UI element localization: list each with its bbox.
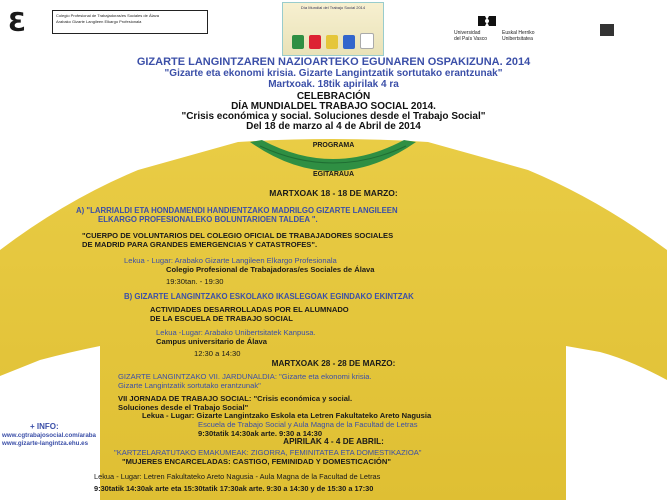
header-title-eu: GIZARTE LANGINTZAREN NAZIOARTEKO EGUNAREN OSPAKIZUNA. 2014 xyxy=(136,56,531,68)
activity-b-title: B) GIZARTE LANGINTZAKO ESKOLAKO IKASLEGOAK EGINDAKO EKINTZAK xyxy=(124,292,414,301)
ehu-text-line2: Unibertsitatea xyxy=(502,36,533,42)
activity-d-place: Lekua - Lugar: Letren Fakultateko Areto Nagusia - Aula Magna de la Facultad de Letras xyxy=(94,472,381,481)
activity-c-es-line2: Soluciones desde el Trabajo Social" xyxy=(118,403,249,412)
activity-c-eu-line2: Gizarte Langintzatik sortutako erantzunak" xyxy=(118,381,261,390)
activity-a-title-line2: ELKARGO PROFESIONALEKO BOLUNTARIOEN TALDEA ". xyxy=(98,215,318,224)
activity-a-es-line1: "CUERPO DE VOLUNTARIOS DEL COLEGIO OFICIAL DE TRABAJADORES SOCIALES xyxy=(82,231,394,240)
date-heading-28-march: MARTXOAK 28 - 28 DE MARZO: xyxy=(271,359,396,368)
activity-a-place-eu: Lekua - Lugar: Arabako Gizarte Langileen Elkargo Profesionala xyxy=(124,256,337,265)
activity-c-place-eu: Lekua - Lugar: Gizarte Langintzako Eskola eta Letren Fakultateko Areto Nagusia xyxy=(142,411,432,420)
activity-b-es-line2: DE LA ESCUELA DE TRABAJO SOCIAL xyxy=(150,314,293,323)
activity-c-place-es: Escuela de Trabajo Social y Aula Magna de la Facultad de Letras xyxy=(198,420,418,429)
programa-label: PROGRAMA xyxy=(312,142,355,149)
activity-c-es-line1: VII JORNADA DE TRABAJO SOCIAL: "Crisis económica y social. xyxy=(118,394,353,403)
upv-text-line1: Universidad xyxy=(454,30,481,36)
activity-b-time: 12:30 a 14:30 xyxy=(194,349,241,358)
info-url-cgtrabajosocial[interactable]: www.cgtrabajosocial.com/araba xyxy=(2,432,96,439)
activity-a-time: 19:30tan. - 19:30 xyxy=(166,277,224,286)
poster-thumbnail-title: Día Mundial del Trabajo Social 2014 xyxy=(300,5,366,10)
activity-a-place-es: Colegio Profesional de Trabajadoras/es Sociales de Álava xyxy=(166,265,375,274)
activity-c-time: 9:30tatik 14:30ak arte. 9:30 a 14:30 xyxy=(198,429,323,438)
colegio-logo-text-es: Colegio Profesional de Trabajadoras/es Sociales de Álava xyxy=(56,13,159,18)
header-celebracion: CELEBRACIÓN xyxy=(296,91,371,102)
activity-b-place-es: Campus universitario de Álava xyxy=(156,337,267,346)
activity-d-eu: "KARTZELARATUTAKO EMAKUMEAK: ZIGORRA, FEMINITATEA ETA DOMESTIKAZIOA" xyxy=(114,448,422,457)
colegio-logo-text-eu: Arabako Gizarte Langileen Elkargo Profesionala xyxy=(56,19,142,24)
header-dates-es: Del 18 de marzo al 4 de Abril de 2014 xyxy=(246,121,421,132)
header-subtitle-es: "Crisis económica y social. Soluciones desde el Trabajo Social" xyxy=(181,111,486,122)
ehu-text-line1: Euskal Herriko xyxy=(502,30,535,36)
activity-d-es: "MUJERES ENCARCELADAS: CASTIGO, FEMINIDAD Y DOMESTICACIÓN" xyxy=(122,457,391,466)
header-dates-eu: Martxoak. 18tik apirilak 4 ra xyxy=(268,79,399,90)
upv-text-line2: del País Vasco xyxy=(454,36,487,42)
date-heading-18-march: MARTXOAK 18 - 18 DE MARZO: xyxy=(269,188,398,198)
activity-a-title-line1: A) "LARRIALDI ETA HONDAMENDI HANDIENTZAKO MADRILGO GIZARTE LANGILEEN xyxy=(76,206,398,215)
info-label: + INFO: xyxy=(30,422,59,431)
activity-a-es-line2: DE MADRID PARA GRANDES EMERGENCIAS Y CATASTROFES". xyxy=(82,240,318,249)
activity-b-place-eu: Lekua -Lugar: Arabako Unibertsitatek Kanpusa. xyxy=(156,328,316,337)
activity-c-eu-line1: GIZARTE LANGINTZAKO VII. JARDUNALDIA: "Gizarte eta ekonomi krisia. xyxy=(118,372,372,381)
header-title-es: DÍA MUNDIALDEL TRABAJO SOCIAL 2014. xyxy=(231,101,436,112)
colegio-logo-mark: Ɛ xyxy=(8,8,27,38)
activity-d-time: 9:30tatik 14:30ak arte eta 15:30tatik 17:30ak arte. 9:30 a 14:30 y de 15:30 a 17:30 xyxy=(94,484,374,493)
activity-b-es-line1: ACTIVIDADES DESARROLLADAS POR EL ALUMNADO xyxy=(150,305,349,314)
info-url-gizarte-langintza[interactable]: www.gizarte-langintza.ehu.es xyxy=(2,440,89,447)
egitaraua-label: EGITARAUA xyxy=(312,171,355,178)
header-subtitle-eu: "Gizarte eta ekonomi krisia. Gizarte Langintzatik sortutako erantzunak" xyxy=(164,68,503,79)
date-heading-4-april: APIRILAK 4 - 4 DE ABRIL: xyxy=(283,437,384,446)
